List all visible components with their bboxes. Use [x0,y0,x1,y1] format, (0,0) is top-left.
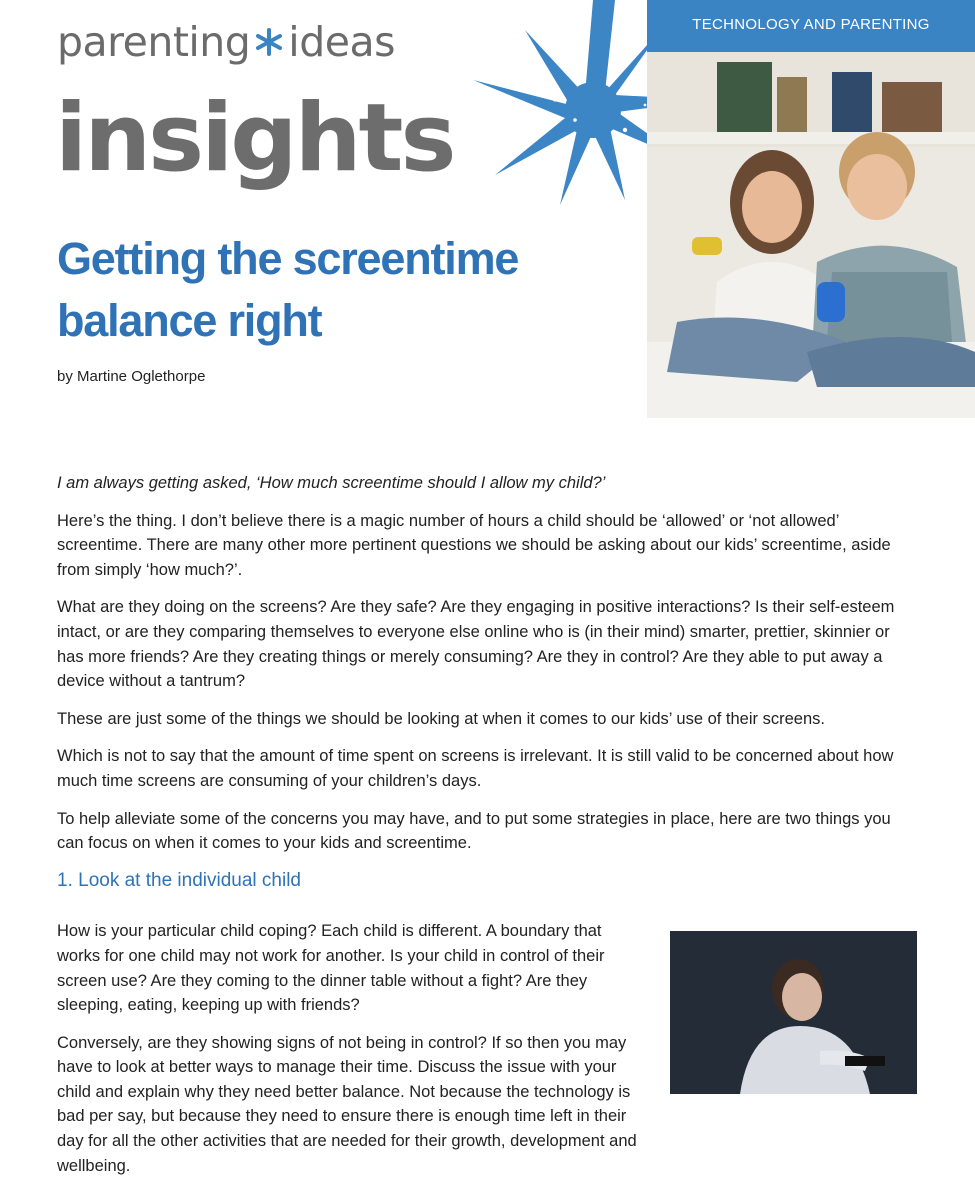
paragraph: What are they doing on the screens? Are they safe? Are they engaging in positive interactions? Is their self-esteem intact, or are they comparing themselves to everyone else online who is (in their mind) smarter, prettier, skinnier or has more friends? Are they creating things or merely consuming? Are they in control? Are they able to put away a device without a tantrum? [57,598,895,691]
parenting-ideas-logo [57,18,395,66]
boy-at-screen-photo [670,931,917,1094]
paragraph: Conversely, are they showing signs of not being in control? If so then you may have to look at better ways to manage their time. Discuss the issue with your child and explain why they need better balance. Not because the technology is bad per say, but because they need to ensure there is enough time left in their day for all the other activities that are needed for their growth, development and wellbeing. [57,1033,637,1175]
article-body [57,471,917,1191]
paragraph: Which is not to say that the amount of time spent on screens is irrelevant. It is still valid to be concerned about how much time screens are consuming of your children’s days. [57,747,894,790]
title-line-1: Getting the screentime [57,233,519,284]
asterisk-star-icon [254,27,284,57]
title-line-2: balance right [57,295,322,346]
paragraph: Here’s the thing. I don’t believe there is a magic number of hours a child should be ‘allowed’ or ‘not allowed’ screentime. There are many other more pertinent questions we should be asking about our kids’ screentime, aside from simply ‘how much?’. [57,511,891,579]
section-1-content [57,919,917,1191]
section-1-text [57,919,647,1191]
paragraph: How is your particular child coping? Each child is different. A boundary that works for one child may not work for another. Is your child in control of their screen use? Are they coming to the dinner table without a fight? Are they sleeping, eating, keeping up with friends? [57,922,605,1015]
byline: by Martine Oglethorpe [57,368,206,385]
hero-photo-kids-gaming [647,52,975,418]
section-heading: 1. Look at the individual child [57,869,301,891]
paragraph: To help alleviate some of the concerns you may have, and to put some strategies in place, here are two things you can focus on when it comes to your kids and screentime. [57,809,891,853]
lead-paragraph: I am always getting asked, ‘How much screentime should I allow my child?’ [57,474,606,492]
logo-text-parenting: parenting [57,18,251,66]
series-title: insights [55,84,454,193]
category-banner: TECHNOLOGY AND PARENTING [647,0,975,52]
logo-text-ideas: ideas [288,18,395,66]
paragraph: These are just some of the things we should be looking at when it comes to our kids’ use of their screens. [57,709,825,728]
article-title [57,228,518,352]
